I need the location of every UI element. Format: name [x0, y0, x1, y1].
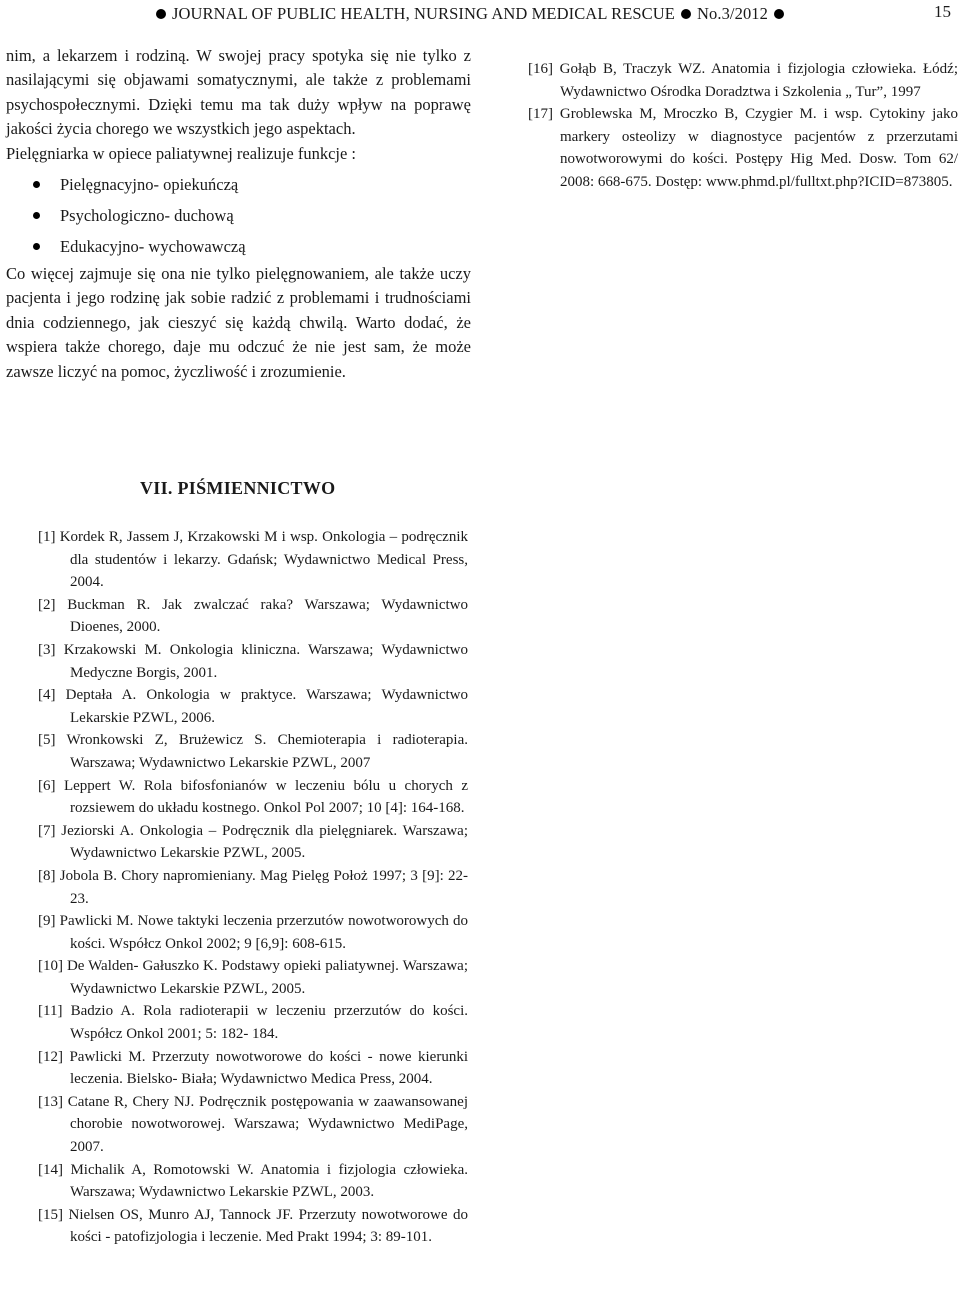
reference-text: Deptała A. Onkologia w praktyce. Warszawa; Wydawnictwo Lekarskie PZWL, 2006.	[65, 687, 469, 726]
reference-text: Buckman R. Jak zwalczać raka? Warszawa; Wydawnictwo Dioenes, 2000.	[67, 596, 469, 636]
reference-number: [7]	[38, 822, 56, 839]
reference-number: [17]	[528, 106, 553, 123]
body-paragraph: Pielęgniarka w opiece paliatywnej realizuje funkcje :	[6, 143, 357, 163]
reference-text: Wronkowski Z, Brużewicz S. Chemioterapia i radioterapia. Warszawa; Wydawnictwo Lekarskie PZWL, 2007	[66, 732, 468, 771]
reference-item	[38, 684, 468, 729]
reference-number: [8]	[38, 867, 56, 884]
body-paragraph: nim, a lekarzem i rodziną. W swojej pracy spotyka się nie tylko z nasilającymi się objawami somatycznymi, ale także z problemami psychospołecznymi. Dzięki temu ma tak duży wpływ na poprawę jakości życia chorego we wszystkich jego aspektach.	[6, 46, 471, 139]
function-list	[6, 169, 471, 262]
reference-text: Gołąb B, Traczyk WZ. Anatomia i fizjologia człowieka. Łódź; Wydawnictwo Ośrodka Doradztwa i Szkolenia „ Tur”, 1997	[559, 61, 959, 100]
reference-item	[38, 775, 468, 820]
section-title: VII. PIŚMIENNICTWO	[140, 478, 336, 498]
reference-number: [10]	[38, 958, 63, 975]
reference-item	[528, 103, 958, 193]
list-item-label: Pielęgnacyjno- opiekuńczą	[60, 175, 239, 195]
list-item-label: Psychologiczno- duchową	[60, 206, 234, 226]
bullet-icon	[33, 212, 40, 219]
reference-number: [5]	[38, 732, 56, 749]
reference-text: Pawlicki M. Nowe taktyki leczenia przerzutów nowotworowych do kości. Współcz Onkol 2002; 9 [6,9]: 608-615.	[59, 913, 469, 952]
reference-number: [6]	[38, 777, 56, 794]
issue-number: No.3/2012	[696, 4, 769, 23]
reference-number: [9]	[38, 913, 56, 930]
reference-number: [13]	[38, 1093, 63, 1110]
reference-number: [16]	[528, 61, 553, 77]
reference-number: [3]	[38, 641, 56, 658]
list-item	[6, 231, 471, 262]
reference-number: [14]	[38, 1161, 63, 1178]
reference-number: [12]	[38, 1048, 63, 1065]
reference-text: Michalik A, Romotowski W. Anatomia i fizjologia człowieka. Warszawa; Wydawnictwo Lekarskie PZWL, 2003.	[70, 1161, 468, 1201]
reference-item	[38, 865, 468, 910]
reference-item	[38, 1159, 468, 1204]
reference-text: Krzakowski M. Onkologia kliniczna. Warszawa; Wydawnictwo Medyczne Borgis, 2001.	[63, 641, 469, 681]
reference-number: [11]	[38, 1003, 63, 1020]
reference-number: [2]	[38, 596, 56, 613]
reference-text: Nielsen OS, Munro AJ, Tannock JF. Przerzuty nowotworowe do kości - patofizjologia i leczenie. Med Prakt 1994; 3: 89-101.	[68, 1206, 468, 1246]
reference-item	[528, 58, 958, 103]
reference-item	[38, 1000, 468, 1045]
reference-list-right	[528, 58, 958, 194]
reference-item	[38, 1204, 468, 1249]
reference-number: [1]	[38, 529, 56, 545]
reference-text: Jobola B. Chory napromieniany. Mag Pielęg Położ 1997; 3 [9]: 22-23.	[59, 867, 469, 907]
journal-title: JOURNAL OF PUBLIC HEALTH, NURSING AND MEDICAL RESCUE	[172, 4, 675, 23]
reference-item	[38, 1046, 468, 1091]
bullet-dot-icon	[774, 9, 784, 19]
bullet-dot-icon	[681, 9, 691, 19]
reference-text: Leppert W. Rola bifosfonianów w leczeniu bólu u chorych z rozsiewem do układu kostnego. Onkol Pol 2007; 10 [4]: 164-168.	[63, 777, 468, 817]
reference-item	[38, 1091, 468, 1159]
page-number: 15	[934, 2, 951, 21]
reference-item	[38, 729, 468, 774]
reference-item	[38, 820, 468, 865]
left-column-body	[6, 44, 471, 384]
reference-text: Groblewska M, Mroczko B, Czygier M. i wsp. Cytokiny jako markery osteolizy w diagnostyce pacjentów z przerzutami nowotworowymi do kości. Postępy Hig Med. Dosw. Tom 62/ 2008: 668-675. Dostęp: www.phmd.pl/fulltxt.php?ICID=873805.	[559, 106, 958, 190]
reference-item	[38, 639, 468, 684]
reference-item	[38, 955, 468, 1000]
reference-number: [15]	[38, 1206, 63, 1223]
reference-item	[38, 910, 468, 955]
reference-item	[38, 526, 468, 594]
reference-text: Jeziorski A. Onkologia – Podręcznik dla pielęgniarek. Warszawa; Wydawnictwo Lekarskie PZWL, 2005.	[61, 822, 469, 862]
reference-item	[38, 594, 468, 639]
reference-text: Kordek R, Jassem J, Krzakowski M i wsp. Onkologia – podręcznik dla studentów i lekarzy. Gdańsk; Wydawnictwo Medical Press, 2004.	[59, 529, 468, 591]
reference-text: De Walden- Gałuszko K. Podstawy opieki paliatywnej. Warszawa; Wydawnictwo Lekarskie PZWL, 2005.	[66, 958, 469, 997]
reference-number: [4]	[38, 687, 56, 704]
body-paragraph: Co więcej zajmuje się ona nie tylko pielęgnowaniem, ale także uczy pacjenta i jego rodzinę jak sobie radzić z problemami i trudnościami dnia codziennego, jak cieszyć się każdą chwilą. Warto dodać, że wspiera także chorego, daje mu odczuć że nie jest sam, że może zawsze liczyć na pomoc, życzliwość i zrozumienie.	[6, 264, 471, 381]
list-item	[6, 200, 471, 231]
running-header	[150, 4, 870, 24]
reference-text: Catane R, Chery NJ. Podręcznik postępowania w zaawansowanej chorobie nowotworowej. Warszawa; Wydawnictwo MediPage, 2007.	[67, 1093, 468, 1156]
reference-text: Badzio A. Rola radioterapii w leczeniu przerzutów do kości. Współcz Onkol 2001; 5: 182- 184.	[70, 1003, 469, 1043]
list-item-label: Edukacyjno- wychowawczą	[60, 237, 246, 257]
bullet-icon	[33, 243, 40, 250]
bullet-icon	[33, 181, 40, 188]
reference-list-left	[38, 526, 468, 1249]
bullet-dot-icon	[156, 9, 166, 19]
reference-text: Pawlicki M. Przerzuty nowotworowe do kości - nowe kierunki leczenia. Bielsko- Biała; Wydawnictwo Medica Press, 2004.	[69, 1048, 469, 1088]
list-item	[6, 169, 471, 200]
